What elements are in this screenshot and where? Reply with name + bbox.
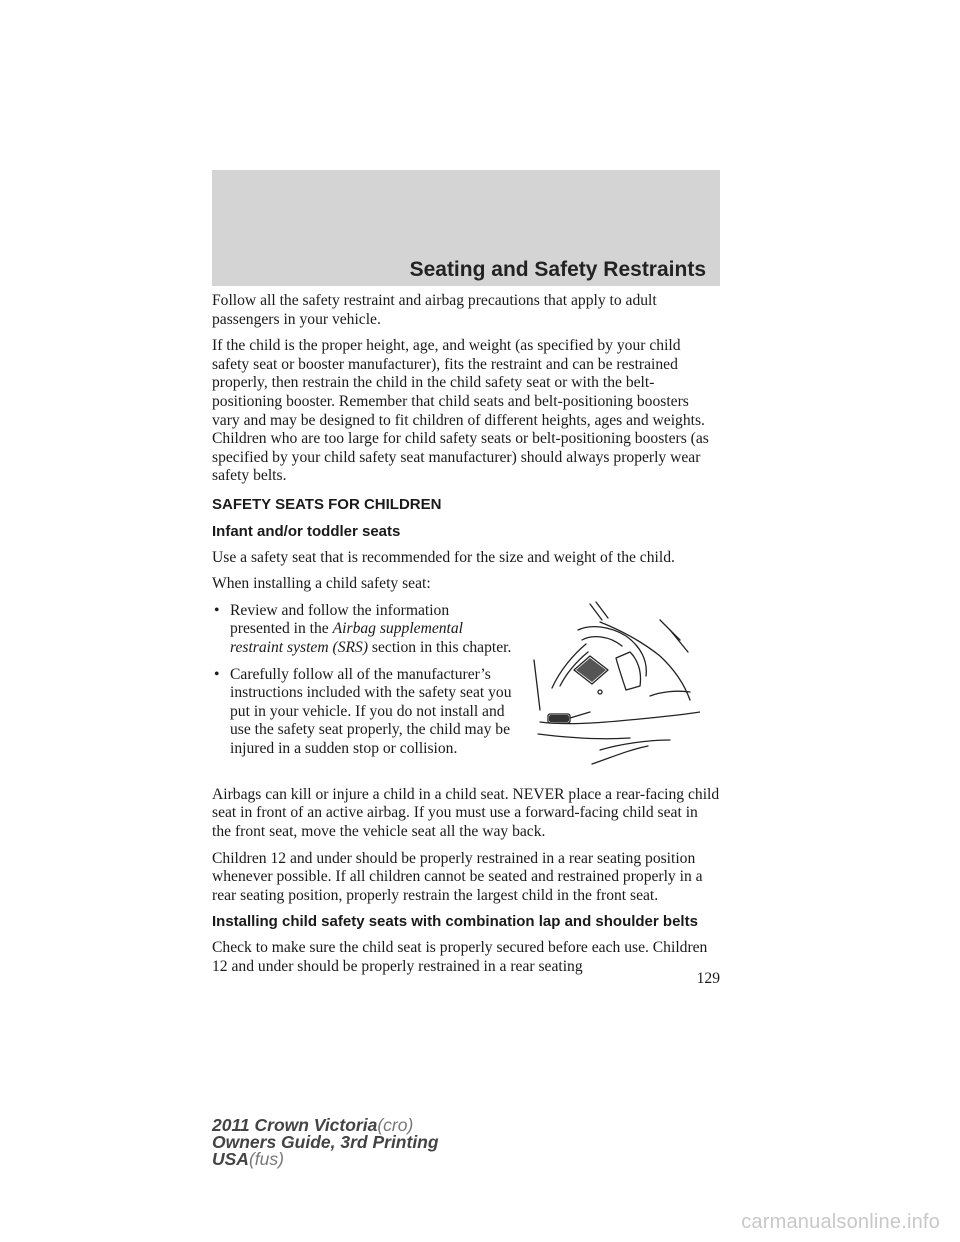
document-footer [212, 1117, 439, 1168]
bullet-review-text-end: section in this chapter. [371, 638, 512, 656]
bullet-follow-text: Carefully follow all of the manufacturer’s instructions included with the safety seat you put in your vehicle. If you do not install and use the safety seat properly, the child may be injured in a sudden stop or collision. [230, 665, 512, 757]
heading-infant-toddler: Infant and/or toddler seats [212, 522, 401, 540]
footer-model: 2011 Crown Victoria [212, 1115, 378, 1135]
footer-model-code: (cro) [377, 1115, 414, 1135]
paragraph-child-height: If the child is the proper height, age, and weight (as specified by your child safety seat or booster manufacturer), fits the restraint and can be restrained properly, then restrain the child in the child safety seat or with the belt-positioning booster. Remember that child seats and belt-positioning boosters vary and may be designed to fit children of different heights, ages and weights. Children who are too large for child safety seats or belt-positioning boosters (as specified by your child safety seat manufacturer) should always properly wear safety belts. [212, 337, 709, 485]
bullet-dot: • [214, 601, 220, 619]
heading-installing-combination: Installing child safety seats with combination lap and shoulder belts [212, 913, 698, 931]
bullet-review-italic: Airbag supplemental restraint system (SRS) [230, 620, 464, 656]
bullet-item-follow [212, 666, 512, 759]
footer-line-3 [212, 1151, 439, 1168]
bullet-item-review [212, 602, 512, 658]
bullet-list [212, 602, 512, 767]
paragraph-children-12: Children 12 and under should be properly restrained in a rear seating position whenever possible. If all children cannot be seated and restrained properly in a rear seating position, properly restrain the largest child in the front seat. [212, 849, 703, 904]
watermark: carmanualsonline.info [741, 1211, 940, 1233]
paragraph-when-installing: When installing a child safety seat: [212, 575, 431, 593]
footer-market-code: (fus) [248, 1149, 284, 1169]
bullet-dot: • [214, 665, 220, 683]
paragraph-airbags-warning: Airbags can kill or injure a child in a child seat. NEVER place a rear-facing child seat in front of an active airbag. If you must use a forward-facing child seat in the front seat, move the vehicle seat all the way back. [212, 785, 720, 840]
section-title: Seating and Safety Restraints [409, 258, 706, 281]
paragraph-recommended-seat: Use a safety seat that is recommended for the size and weight of the child. [212, 548, 675, 566]
seatbelt-illustration [530, 600, 700, 768]
heading-safety-seats: SAFETY SEATS FOR CHILDREN [212, 495, 442, 513]
footer-market: USA [212, 1149, 249, 1169]
paragraph-adult-precautions: Follow all the safety restraint and airbag precautions that apply to adult passengers in your vehicle. [212, 292, 657, 328]
footer-guide: Owners Guide, 3rd Printing [212, 1132, 439, 1152]
page-number: 129 [696, 970, 720, 987]
page-content [212, 292, 720, 984]
paragraph-check-secured: Check to make sure the child seat is properly secured before each use. Children 12 and under should be properly restrained in a rear seating [212, 939, 708, 975]
bullets-with-figure [212, 602, 720, 786]
section-header-band [212, 170, 720, 286]
bullet-review-text: Review and follow the information presented in the [230, 601, 450, 638]
